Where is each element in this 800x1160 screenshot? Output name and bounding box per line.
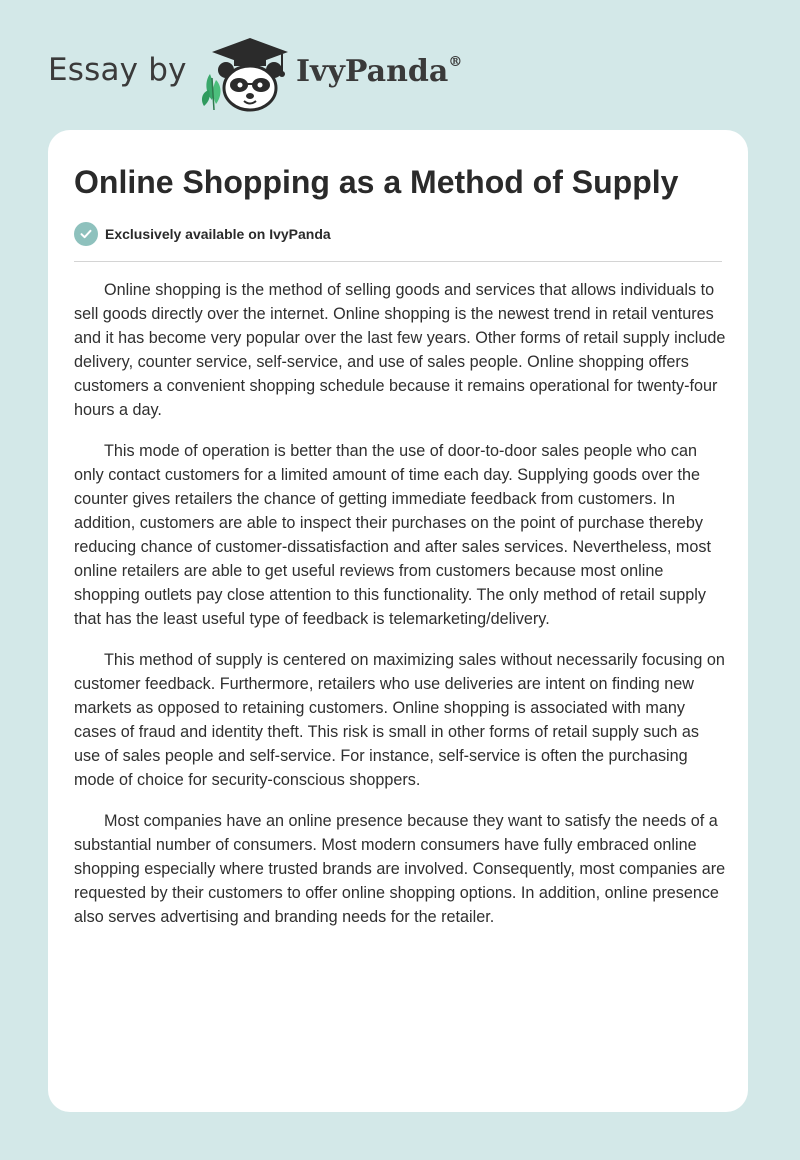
essay-title: Online Shopping as a Method of Supply (74, 164, 679, 200)
paragraph-2: This mode of operation is better than the use of door-to-door sales people who can only contact customers for a limited amount of time each day. Supplying goods over the counter gives retailers the chance of getting immediate feedback from customers. In addition, customers are able to inspect their purchases on the point of purchase thereby reducing chance of customer-dissatisfaction and after sales services. Nevertheless, most online retailers are able to get useful reviews from customers because most online shopping outlets pay close attention to this functionality. The only method of retail supply that has the least useful type of feedback is telemarketing/delivery. (74, 442, 711, 628)
essay-by-label: Essay by (48, 52, 187, 88)
registered-mark: ® (448, 54, 463, 70)
essay-body (74, 278, 726, 946)
title-divider (74, 261, 722, 262)
checkmark-icon (74, 222, 98, 246)
paragraph-3: This method of supply is centered on maximizing sales without necessarily focusing on customer feedback. Furthermore, retailers who use deliveries are intent on finding new markets as opposed to retaining customers. Online shopping is associated with many cases of fraud and identity theft. This risk is small in other forms of retail supply such as use of sales people and self-service. For instance, self-service is often the purchasing mode of choice for security-conscious shoppers. (74, 651, 725, 789)
exclusive-label: Exclusively available on IvyPanda (105, 226, 331, 242)
brand-name[interactable]: IvyPanda® (296, 54, 463, 89)
paragraph-4: Most companies have an online presence because they want to satisfy the needs of a substantial number of consumers. Most modern consumers have fully embraced online shopping especially where trusted brands are involved. Consequently, most companies are requested by their customers to offer online shopping options. In addition, online presence also serves advertising and branding needs for the retailer. (74, 812, 726, 926)
panda-graduate-icon[interactable] (200, 34, 292, 114)
exclusive-badge (74, 222, 331, 246)
site-header (48, 30, 748, 120)
essay-card (48, 130, 748, 1112)
paragraph-1: Online shopping is the method of selling goods and services that allows individuals to sell goods directly over the internet. Online shopping is the newest trend in retail ventures and it has become very popular over the last few years. Other forms of retail supply include delivery, counter service, self-service, and use of sales people. Online shopping offers customers a convenient shopping schedule because it remains operational for twenty-four hours a day. (74, 281, 726, 419)
